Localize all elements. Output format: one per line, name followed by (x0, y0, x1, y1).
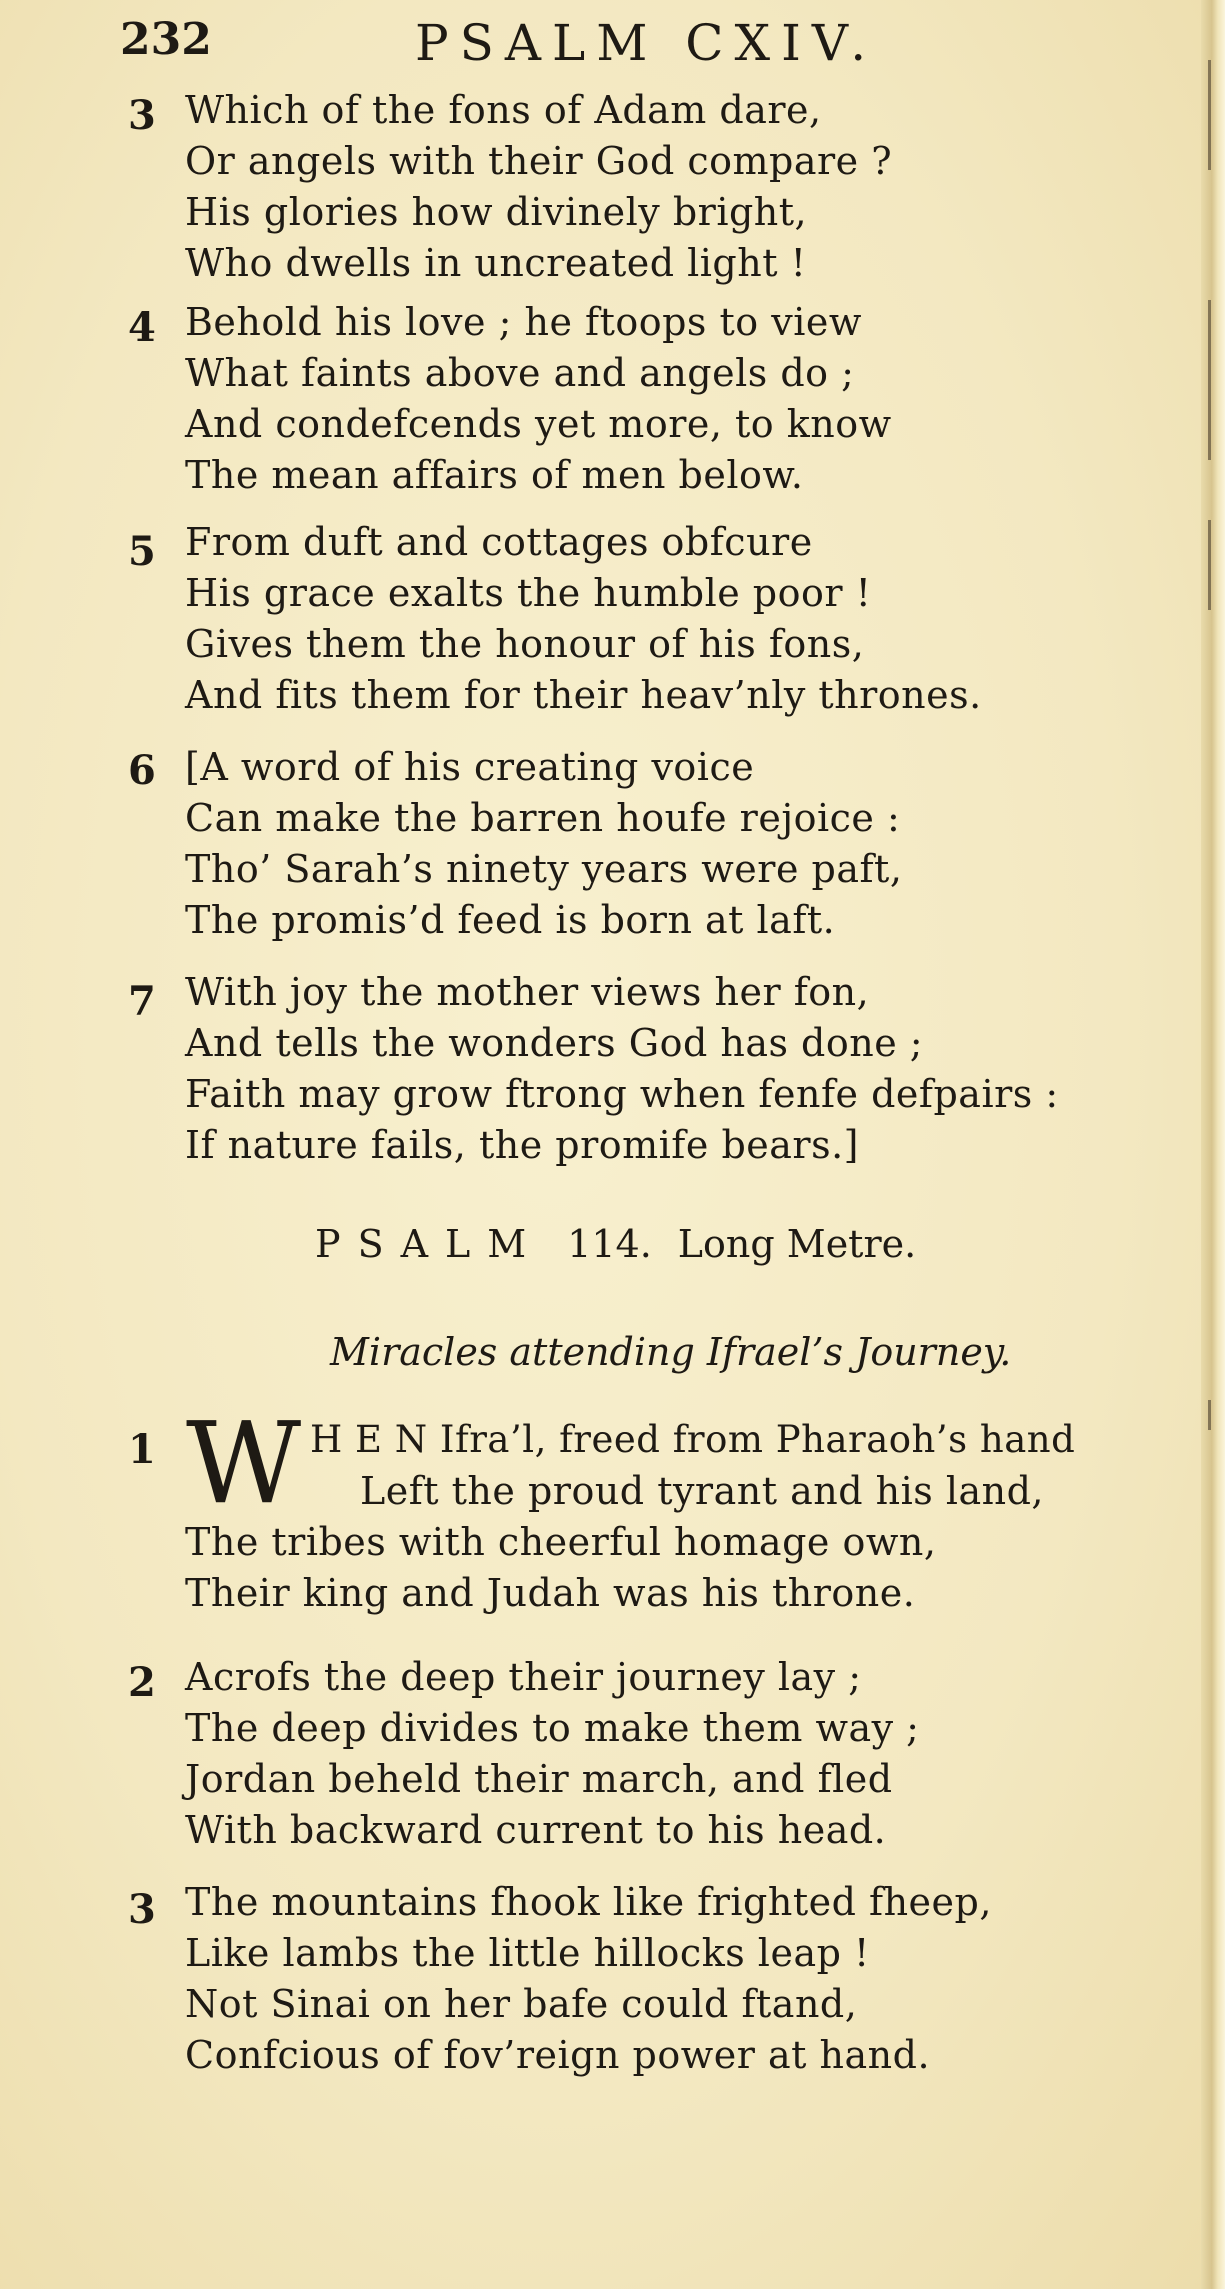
page-header (120, 14, 1120, 74)
verse-line: Acrofs the deep their journey lay ; (185, 1655, 862, 1699)
verse-line: His grace exalts the humble poor ! (185, 571, 872, 615)
page-edge (1201, 0, 1225, 2289)
verse-line: The deep divides to make them way ; (185, 1706, 920, 1750)
verse-line: Gives them the honour of his fons, (185, 622, 865, 666)
verse-line: What faints above and angels do ; (185, 351, 855, 395)
verse-line: The tribes with cheerful homage own, (185, 1520, 937, 1564)
verse-line: The promis’d feed is born at laft. (185, 898, 836, 942)
verse-number: 7 (128, 978, 156, 1025)
verse-number: 1 (128, 1426, 156, 1473)
psalm-subtitle: Miracles attending Ifrael’s Journey. (330, 1330, 1012, 1374)
psalm-heading-number: 114. (567, 1222, 652, 1266)
verse-line: Tho’ Sarah’s ninety years were paft, (185, 847, 903, 891)
verse-line: Which of the fons of Adam dare, (185, 88, 822, 132)
verse-line: Confcious of fov’reign power at hand. (185, 2033, 931, 2077)
verse-line: H E N Ifra’l, freed from Pharaoh’s hand (310, 1418, 1076, 1461)
verse-number: 4 (128, 304, 156, 351)
edge-mark (1208, 520, 1211, 610)
edge-mark (1208, 300, 1211, 460)
edge-mark (1208, 1400, 1211, 1430)
verse-line: The mountains fhook like frighted fheep, (185, 1880, 992, 1924)
psalm-heading (315, 1222, 916, 1266)
psalm-heading-metre: Long Metre. (677, 1222, 917, 1266)
verse-line: Faith may grow ftrong when fenfe defpairs : (185, 1072, 1059, 1116)
verse-line: And tells the wonders God has done ; (185, 1021, 924, 1065)
drop-cap: W (186, 1399, 302, 1529)
page-number: 232 (120, 14, 212, 65)
verse-number: 3 (128, 92, 156, 139)
verse-line: Their king and Judah was his throne. (185, 1571, 916, 1615)
verse-line: Who dwells in uncreated light ! (185, 241, 807, 285)
verse-line: If nature fails, the promife bears.] (185, 1123, 859, 1167)
verse-line: His glories how divinely bright, (185, 190, 808, 234)
verse-line: With joy the mother views her fon, (185, 970, 870, 1014)
verse-number: 5 (128, 528, 156, 575)
verse-number: 6 (128, 747, 156, 794)
verse-line: Can make the barren houfe rejoice : (185, 796, 901, 840)
verse-line: And condefcends yet more, to know (185, 402, 892, 446)
psalm-heading-word: PSALM (315, 1222, 544, 1266)
verse-line: Jordan beheld their march, and fled (185, 1757, 893, 1801)
verse-number: 3 (128, 1886, 156, 1933)
verse-line: Behold his love ; he ftoops to view (185, 300, 862, 344)
verse-number: 2 (128, 1659, 156, 1706)
edge-mark (1208, 60, 1211, 170)
verse-line: Left the proud tyrant and his land, (360, 1469, 1045, 1513)
running-head: PSALM CXIV. (415, 14, 878, 72)
verse-line: [A word of his creating voice (185, 745, 755, 789)
verse-line: From duft and cottages obfcure (185, 520, 813, 564)
verse-line: Like lambs the little hillocks leap ! (185, 1931, 870, 1975)
verse-line: And fits them for their heav’nly thrones. (185, 673, 982, 717)
verse-line: The mean affairs of men below. (185, 453, 804, 497)
verse-line: With backward current to his head. (185, 1808, 887, 1852)
verse-line: Or angels with their God compare ? (185, 139, 893, 183)
verse-line: Not Sinai on her bafe could ftand, (185, 1982, 858, 2026)
